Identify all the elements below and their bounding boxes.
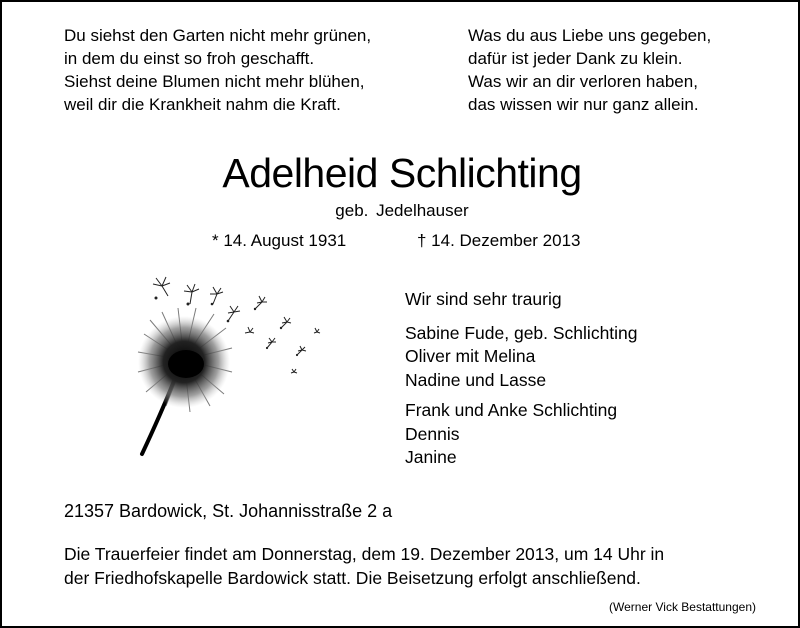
mourners-heading: Wir sind sehr traurig [405,289,562,309]
poem-right [468,24,711,116]
mourner-name: Oliver mit Melina [405,346,536,366]
birth-date: * 14. August 1931 [212,231,347,250]
poem-line: Du siehst den Garten nicht mehr grünen, [64,26,372,45]
service-line: Die Trauerfeier findet am Donnerstag, dem 19. Dezember 2013, um 14 Uhr in [64,544,665,564]
mourner-group-1 [405,322,638,393]
dandelion-image [122,272,332,467]
mourner-name: Janine [405,447,457,467]
poem-line: dafür ist jeder Dank zu klein. [468,49,683,68]
poem-line: das wissen wir nur ganz allein. [468,95,699,114]
poem-line: Was du aus Liebe uns gegeben, [468,26,712,45]
maiden-name: geb. Jedelhauser [335,201,469,220]
poem-line: weil dir die Krankheit nahm die Kraft. [64,95,341,114]
poem-line: in dem du einst so froh geschafft. [64,49,315,68]
poem-line: Siehst deine Blumen nicht mehr blühen, [64,72,365,91]
death-date: † 14. Dezember 2013 [417,231,581,250]
undertaker-credit: (Werner Vick Bestattungen) [609,600,756,614]
mourner-name: Sabine Fude, geb. Schlichting [405,322,638,343]
poem-left [64,24,371,116]
mourner-name: Dennis [405,423,460,444]
mourner-name: Nadine und Lasse [405,369,547,390]
address-line: 21357 Bardowick, St. Johannisstraße 2 a [64,501,393,521]
poem-line: Was wir an dir verloren haben, [468,72,698,91]
mourner-name: Frank und Anke Schlichting [405,400,618,420]
service-line: der Friedhofskapelle Bardowick statt. Die Beisetzung erfolgt anschließend. [64,568,641,588]
service-announcement [64,542,664,590]
deceased-name: Adelheid Schlichting [222,150,582,196]
mourner-group-2 [405,399,638,470]
mourners-block [405,288,638,477]
